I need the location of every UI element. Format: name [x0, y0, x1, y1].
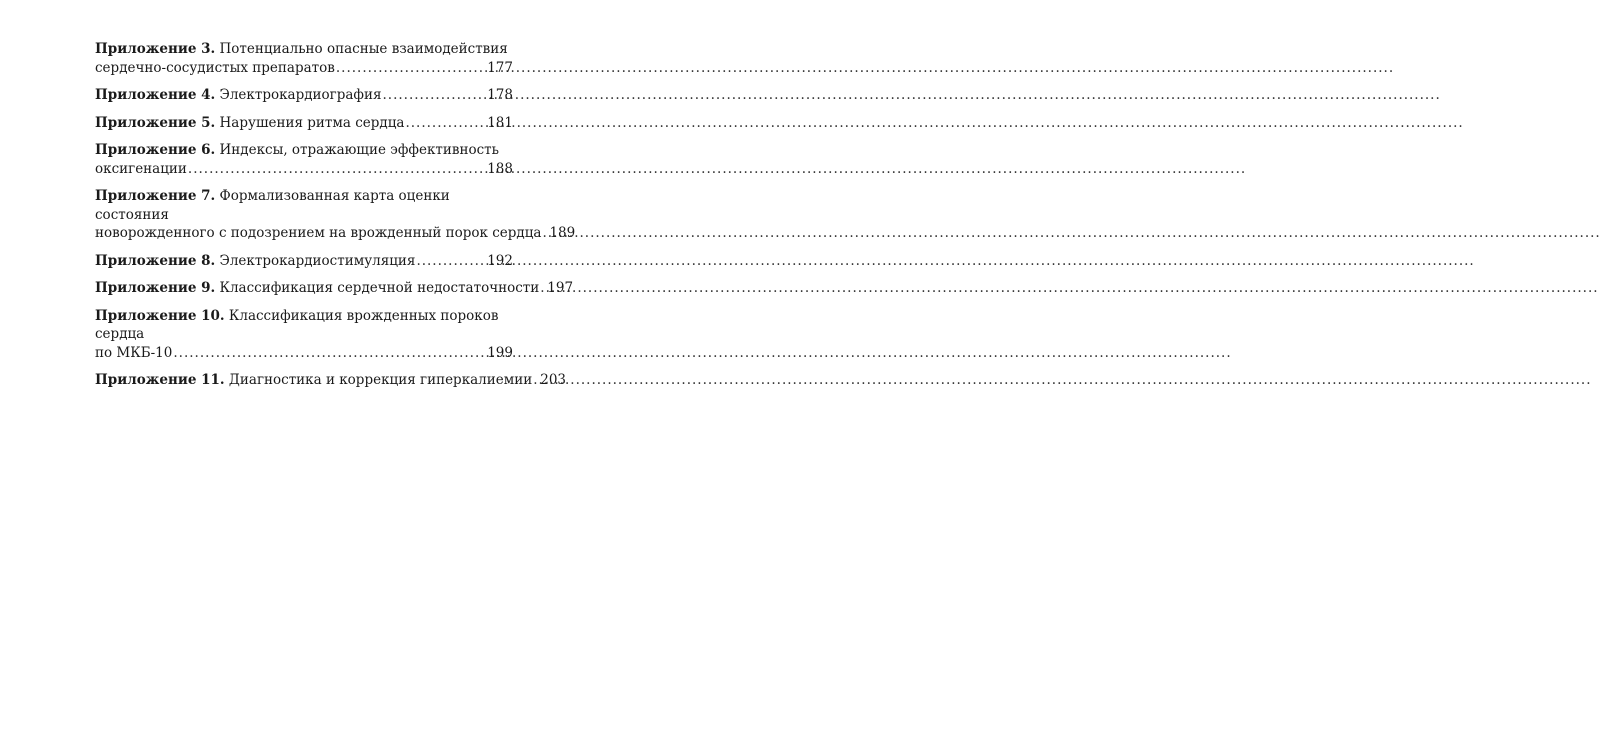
dot-leader: [416, 252, 486, 271]
toc-entry-page-number: 189: [549, 225, 576, 241]
toc-entry-title: Классификация сердечной недостаточности: [219, 280, 540, 296]
toc-entry-appendix-11[interactable]: [95, 371, 567, 390]
toc-entry-title: Электрокардиография: [219, 87, 382, 103]
toc-entry-appendix-8[interactable]: [95, 252, 513, 271]
dot-leader: [383, 86, 487, 105]
toc-entry-label: Приложение 6.: [95, 142, 216, 158]
toc-entry-label: Приложение 8.: [95, 252, 216, 269]
dot-leader: [533, 371, 539, 390]
toc-entry-appendix-3[interactable]: [95, 40, 513, 77]
toc-entry-label: Приложение 4.: [95, 87, 216, 103]
toc-entry-page-number: 178: [487, 87, 513, 103]
toc-entry-appendix-6[interactable]: [95, 141, 513, 178]
dot-leader: [542, 224, 548, 243]
dot-leader: [336, 59, 486, 78]
toc-entry-appendix-5[interactable]: [95, 114, 513, 133]
toc-entry-page-number: 188: [487, 160, 513, 177]
toc-entry-title: Формализованная карта оценки состояния: [95, 188, 450, 223]
dot-leader: [173, 344, 486, 363]
toc-entry-page-number: 197: [547, 280, 574, 296]
toc-entry-label: Приложение 7.: [95, 188, 216, 204]
toc-entry-title: Индексы, отражающие эффективность: [219, 142, 499, 158]
toc-entry-title-continued: новорожденного с подозрением на врожденный порок сердца: [95, 225, 542, 241]
toc-entry-label: Приложение 3.: [95, 41, 216, 57]
toc-entry-page-number: 203: [540, 372, 567, 388]
dot-leader: [188, 160, 486, 179]
toc-entry-title: Классификация врожденных пороков сердца: [95, 307, 499, 342]
toc-entry-title-continued: оксигенации: [95, 160, 187, 177]
toc-entry-page-number: 192: [487, 252, 513, 269]
toc-entry-title-continued: сердечно-сосудистых препаратов: [95, 59, 335, 76]
toc-entry-label: Приложение 10.: [95, 307, 225, 324]
toc-entry-appendix-10[interactable]: [95, 307, 513, 363]
dot-leader: [405, 114, 486, 133]
toc-entry-title: Потенциально опасные взаимодействия: [219, 41, 508, 57]
table-of-contents: [95, 40, 576, 399]
toc-entry-label: Приложение 11.: [95, 372, 225, 388]
toc-entry-appendix-9[interactable]: [95, 279, 574, 298]
toc-entry-page-number: 181: [487, 114, 513, 131]
toc-entry-title: Нарушения ритма сердца: [219, 114, 405, 131]
toc-entry-page-number: 199: [487, 344, 513, 361]
toc-entry-label: Приложение 5.: [95, 114, 216, 131]
dot-leader: [540, 279, 546, 298]
toc-entry-appendix-4[interactable]: [95, 86, 513, 105]
toc-entry-label: Приложение 9.: [95, 280, 216, 296]
toc-entry-appendix-7[interactable]: [95, 187, 576, 243]
toc-entry-title: Электрокардиостимуляция: [219, 252, 416, 269]
toc-entry-title-continued: по МКБ-10: [95, 344, 173, 361]
toc-entry-title: Диагностика и коррекция гиперкалиемии: [228, 372, 533, 388]
toc-entry-page-number: 177: [487, 59, 513, 76]
